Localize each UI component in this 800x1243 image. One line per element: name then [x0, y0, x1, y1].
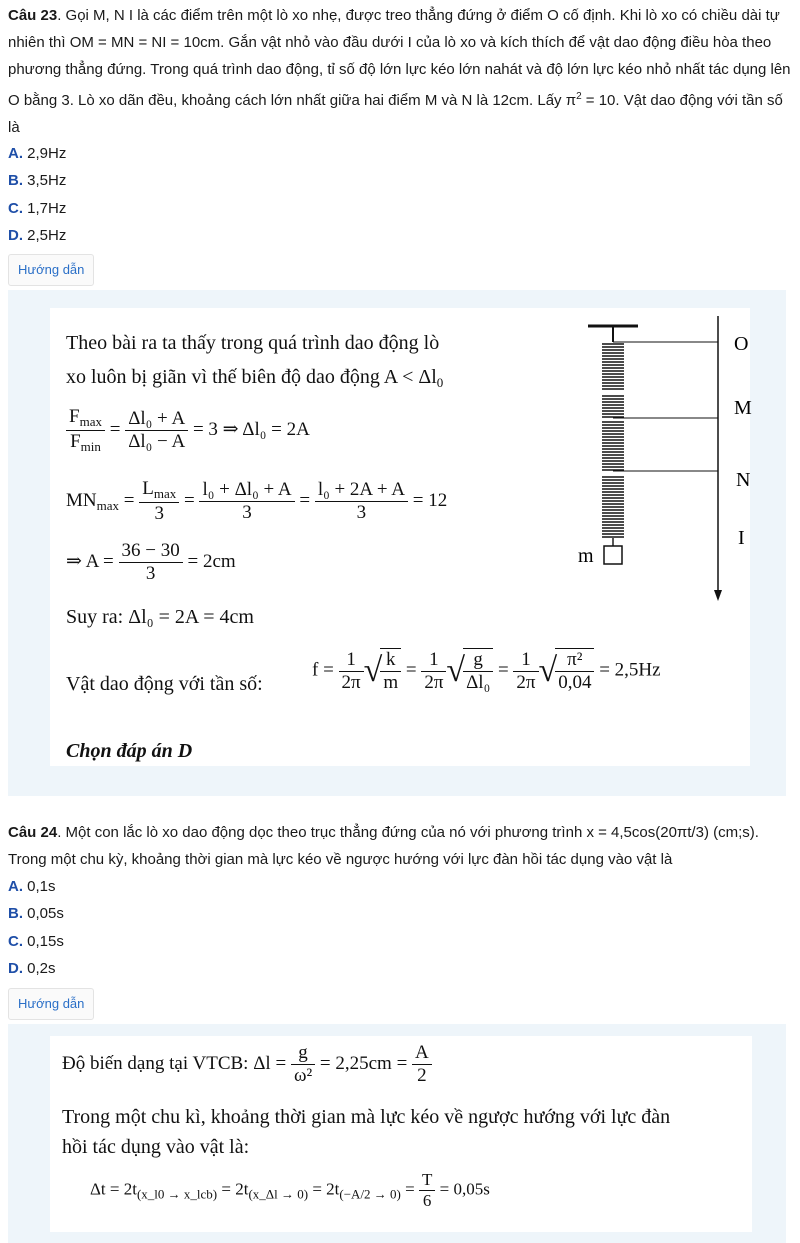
solution-23-eq2: $MN_{max}$ = $\frac{L_{max}}{3}$ = $\frac{\text{l₀ + Δl₀ + A}}{3}$ = $\frac{\text{l₀ + 2A + A}}{3}$ = 12 — [66, 478, 448, 524]
option-c[interactable]: C. 0,15s — [8, 932, 64, 950]
solution-23-line1: Theo bài ra ta thấy trong quá trình dao động lò — [66, 332, 440, 354]
option-a[interactable]: A. 0,1s — [8, 878, 56, 895]
option-b[interactable]: B. 0,05s — [8, 905, 64, 923]
solution-23-freq-eq: f = $\frac{1}{2\pi}$ √ $\frac{k}{m}$ = $\frac{1}{2\pi}$ √ $\frac{g}{\text{Δl₀}}$ = $\frac{1}{2\pi}$ √ $\frac{\text{π²}}{0,04}$ = 2,5Hz — [312, 648, 661, 693]
question-23-number: Câu 23 — [8, 7, 58, 24]
solution-24-line2: Trong một chu kì, khoảng thời gian mà lực kéo về ngược hướng với lực đàn — [62, 1106, 671, 1128]
question-23-text: Câu 23. Gọi M, N I là các điểm trên một lò xo nhẹ, được treo thẳng đứng ở điểm O cố định. Khi lò xo có chiều dài tự nhiên thì OM = MN = NI = 10cm. Gắn vật nhỏ vào đầu dưới I của lò xo và kích thích để vật dao động điều hòa theo phương thẳng đứng. Trong quá trình dao động, tỉ số độ lớn lực kéo lớn nahát và độ lớn lực kéo nhỏ nhất tác dụng lên O bằng 3. Lò xo dãn đều, khoảng cách lớn nhất giữa hai điểm M và N là 12cm. Lấy $\pi^2 = 10$. Vật dao động với tần số là — [8, 7, 791, 136]
option-b[interactable]: B. 3,5Hz — [8, 172, 67, 190]
label-i: I — [738, 527, 745, 549]
label-n: N — [736, 469, 751, 491]
solution-24-line1: Độ biến dạng tại VTCB: Δl = $\frac{g}{\text{ω²}}$ = 2,25cm = $\frac{A}{2}$ — [62, 1042, 432, 1087]
solution-23-freq-label: Vật dao động với tần số: — [66, 673, 263, 695]
solution-23-eq1: $\frac{F_{max}}{F_{min}}$ = $\frac{\text{Δl₀ + A}}{\text{Δl₀ − A}}$ = 3 ⇒ Δl₀ = 2A — [66, 406, 310, 455]
solution-23-suy-ra: Suy ra: Δl₀ = 2A = 4cm — [66, 606, 254, 628]
solution-24-eq2: $\Delta t = 2t_{(x\_l0 \to x\_lcb)} = 2t_{(x\_\Delta l \to 0)} = 2t_{(-A/2 \to 0)}$ = $\frac{T}{6}$ = 0,05s — [90, 1170, 490, 1210]
option-d[interactable]: D. 2,5Hz — [8, 226, 67, 244]
support-bar — [588, 326, 638, 342]
question-23-options — [8, 140, 66, 249]
solution-image-23 — [50, 308, 750, 766]
spring-diagram — [558, 312, 752, 602]
label-o: O — [734, 333, 749, 355]
solution-23-line2: xo luôn bị giãn vì thế biên độ dao động $A < \Delta l_0$ — [66, 366, 444, 390]
option-a[interactable]: A. 2,9Hz — [8, 145, 67, 162]
guide-button-23[interactable]: Hướng dẫn — [8, 254, 94, 286]
solution-image-24 — [50, 1036, 752, 1232]
solution-box-23 — [8, 290, 786, 796]
spring-coils — [602, 344, 624, 546]
label-m: M — [734, 397, 752, 419]
level-lines — [613, 342, 718, 471]
solution-box-24 — [8, 1024, 786, 1243]
guide-button-24[interactable]: Hướng dẫn — [8, 988, 94, 1020]
question-24-options — [8, 873, 64, 982]
question-24-number: Câu 24 — [8, 824, 58, 841]
solution-23-eq3: ⇒ A = $\frac{36 - 30}{3}$ = 2cm — [66, 540, 236, 584]
solution-23-answer: Chọn đáp án D — [66, 740, 193, 762]
mass-block — [604, 546, 622, 564]
solution-24-line3: hồi tác dụng vào vật là: — [62, 1136, 250, 1158]
question-24-text: Câu 24. Một con lắc lò xo dao động dọc theo trục thẳng đứng của nó với phương trình x = 4,5cos(20πt/3) (cm;s). Trong một chu kỳ, khoảng thời gian mà lực kéo về ngược hướng với lực đàn hồi tác dụng vào vật là — [8, 824, 759, 868]
x-axis — [714, 316, 722, 601]
option-c[interactable]: C. 1,7Hz — [8, 199, 67, 217]
label-mass: m — [578, 545, 594, 567]
option-d[interactable]: D. 0,2s — [8, 959, 56, 977]
